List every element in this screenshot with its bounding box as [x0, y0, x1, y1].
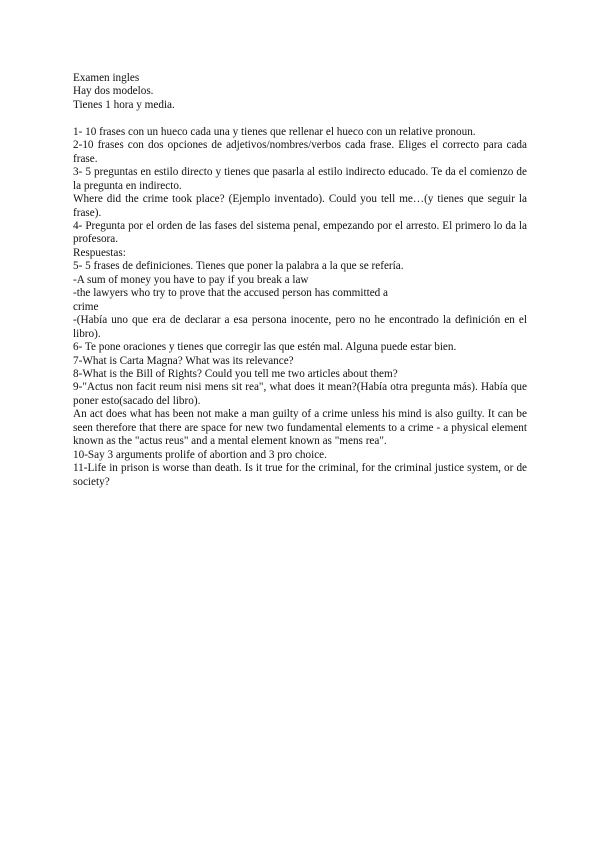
blank-line [73, 112, 527, 125]
paragraph-5: 5- 5 frases de definiciones. Tienes que poner la palabra a la que se refería. [73, 260, 404, 273]
paragraph-1: 1- 10 frases con un hueco cada una y tienes que rellenar el hueco con un relative pronoun. [73, 125, 476, 138]
definition-3: -(Había uno que era de declarar a esa persona inocente, pero no he encontrado la definición en el libro). [73, 314, 527, 340]
paragraph-7: 7-What is Carta Magna? What was its relevance? [73, 354, 294, 367]
paragraph-2: 2-10 frases con dos opciones de adjetivos/nombres/verbos cada frase. Eliges el correcto para cada frase. [73, 139, 527, 165]
definition-2-cont: crime [73, 300, 99, 313]
paragraph-10: 10-Say 3 arguments prolife of abortion and 3 pro choice. [73, 448, 327, 461]
header-line-3: Tienes 1 hora y media. [73, 98, 175, 111]
document-body [73, 72, 527, 489]
paragraph-6: 6- Te pone oraciones y tienes que corregir las que estén mal. Alguna puede estar bien. [73, 341, 457, 354]
paragraph-9-answer: An act does what has been not make a man guilty of a crime unless his mind is also guilty. It can be seen therefore that there are space for new two fundamental elements to a crime - a physical element known as the "actus reus" and a mental element known as "mens rea". [73, 408, 527, 448]
paragraph-11: 11-Life in prison is worse than death. Is it true for the criminal, for the criminal justice system, or de society? [73, 462, 527, 488]
paragraph-9: 9-"Actus non facit reum nisi mens sit rea", what does it mean?(Había otra pregunta más). Había que poner esto(sacado del libro). [73, 381, 527, 407]
answers-heading: Respuestas: [73, 246, 126, 259]
paragraph-8: 8-What is the Bill of Rights? Could you tell me two articles about them? [73, 367, 398, 380]
paragraph-3: 3- 5 preguntas en estilo directo y tienes que pasarla al estilo indirecto educado. Te da el comienzo de la pregunta en indirecto. [73, 166, 527, 192]
paragraph-3-example: Where did the crime took place? (Ejemplo inventado). Could you tell me…(y tienes que seguir la frase). [73, 193, 527, 219]
definition-1: -A sum of money you have to pay if you break a law [73, 273, 309, 286]
header-line-1: Examen ingles [73, 72, 140, 84]
definition-2: -the lawyers who try to prove that the accused person has committed a [73, 287, 389, 300]
paragraph-4: 4- Pregunta por el orden de las fases del sistema penal, empezando por el arresto. El primero lo da la profesora. [73, 219, 527, 246]
header-line-2: Hay dos modelos. [73, 85, 154, 98]
